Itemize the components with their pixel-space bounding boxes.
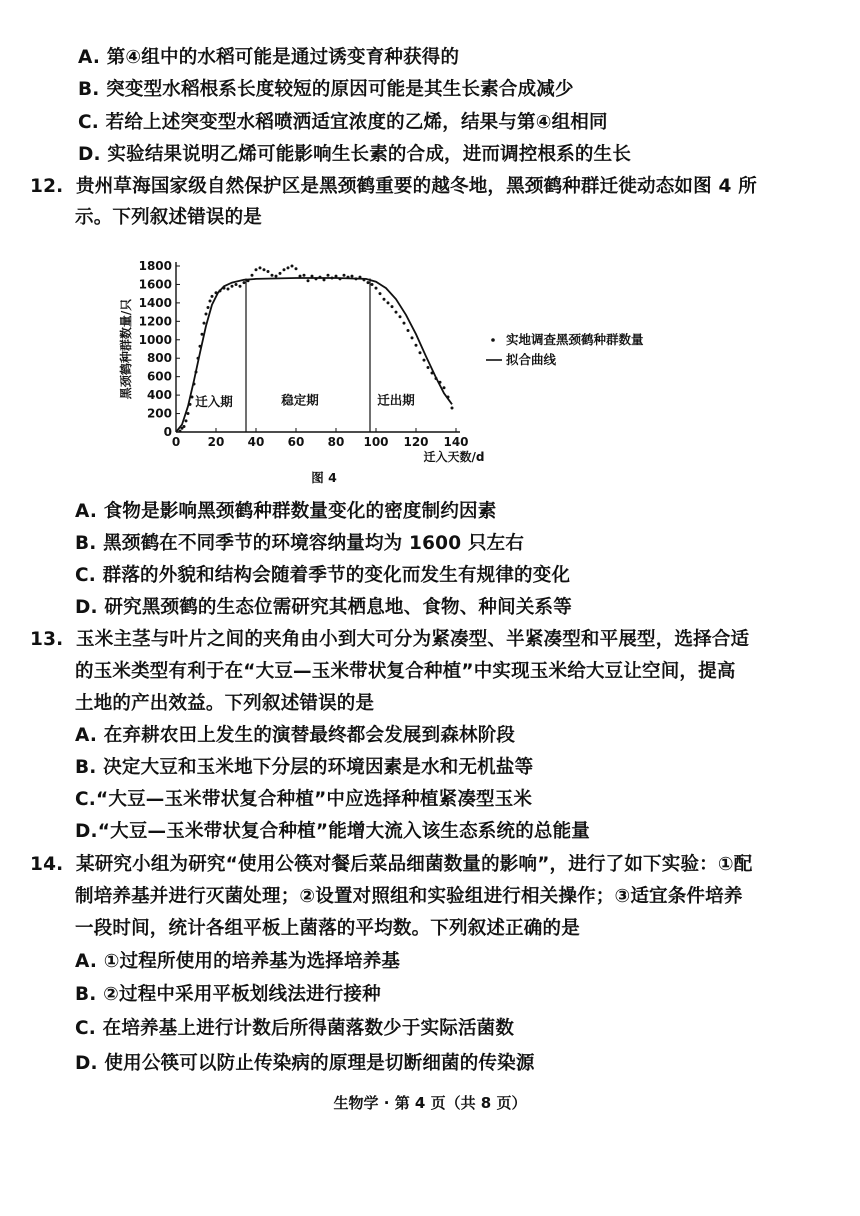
y-tick-label: 1200: [138, 314, 172, 329]
page-footer: 生物学 · 第 4 页（共 8 页）: [333, 1094, 527, 1112]
q12-option-c: C. 群落的外貌和结构会随着季节的变化而发生有规律的变化: [75, 565, 571, 586]
x-tick-label: 100: [363, 435, 389, 449]
phase-label: 迁入期: [195, 394, 233, 410]
q14-option-c: C. 在培养基上进行计数后所得菌落数少于实际活菌数: [75, 1018, 515, 1039]
survey-data-point: [419, 351, 422, 354]
q11-option-a: A. 第④组中的水稻可能是通过诱变育种获得的: [78, 47, 460, 68]
survey-data-point: [205, 312, 208, 315]
x-tick-label: 140: [443, 435, 469, 449]
phase-label: 迁出期: [377, 392, 415, 408]
y-tick-label: 400: [146, 388, 172, 403]
survey-data-point: [275, 275, 278, 278]
legend-label-scatter: 实地调查黑颈鹤种群数量: [506, 332, 644, 347]
figure-caption: 图 4: [311, 470, 337, 485]
q12-option-d: D. 研究黑颈鹤的生态位需研究其栖息地、食物、种间关系等: [75, 597, 572, 618]
phase-dividers: [195, 278, 415, 432]
y-tick-label: 0: [163, 425, 172, 439]
q14-stem-line2: 制培养基并进行灭菌处理；②设置对照组和实验组进行相关操作；③适宜条件培养: [75, 886, 743, 907]
survey-data-point: [391, 305, 394, 308]
survey-data-point: [295, 267, 298, 270]
y-axis-label: 黑颈鹤种群数量/只: [119, 298, 133, 400]
survey-data-point: [255, 268, 258, 271]
survey-data-point: [231, 285, 234, 288]
q13-stem-line3: 土地的产出效益。下列叙述错误的是: [75, 693, 375, 714]
population-chart: [110, 250, 730, 500]
survey-data-point: [303, 274, 306, 277]
survey-data-point: [239, 285, 242, 288]
q11-option-c: C. 若给上述突变型水稻喷洒适宜浓度的乙烯，结果与第④组相同: [78, 112, 608, 133]
y-tick-label: 800: [146, 351, 172, 366]
survey-data-point: [183, 425, 186, 428]
q13-option-d: D.“大豆—玉米带状复合种植”能增大流入该生态系统的总能量: [75, 821, 591, 842]
q11-option-d: D. 实验结果说明乙烯可能影响生长素的合成，进而调控根系的生长: [78, 144, 632, 165]
q14-number: 14.: [30, 854, 64, 875]
x-tick-label: 40: [247, 435, 265, 449]
q13-option-c: C.“大豆—玉米带状复合种植”中应选择种植紧凑型玉米: [75, 789, 533, 810]
survey-data-point: [287, 266, 290, 269]
survey-data-point: [211, 295, 214, 298]
q14-option-d: D. 使用公筷可以防止传染病的原理是切断细菌的传染源: [75, 1053, 535, 1074]
survey-data-point: [375, 287, 378, 290]
q13-option-b: B. 决定大豆和玉米地下分层的环境因素是水和无机盐等: [75, 757, 534, 778]
survey-data-point: [403, 322, 406, 325]
survey-data-point: [227, 288, 230, 291]
survey-data-point: [367, 281, 370, 284]
survey-data-point: [415, 344, 418, 347]
q12-stem-text-1: 贵州草海国家级自然保护区是黑颈鹤重要的越冬地，黑颈鹤种群迁徙动态如图 4 所: [76, 176, 757, 197]
q13-stem-text-1: 玉米主茎与叶片之间的夹角由小到大可分为紧凑型、半紧凑型和平展型，选择合适: [76, 629, 750, 650]
survey-data-point: [407, 329, 410, 332]
survey-data-point: [395, 311, 398, 314]
survey-data-point: [243, 281, 246, 284]
survey-data-point: [343, 274, 346, 277]
survey-data-point: [203, 322, 206, 325]
survey-data-point: [259, 266, 262, 269]
x-tick-label: 80: [327, 435, 345, 449]
survey-data-point: [307, 279, 310, 282]
survey-data-point: [387, 301, 390, 304]
q13-option-a: A. 在弃耕农田上发生的演替最终都会发展到森林阶段: [75, 725, 516, 746]
y-tick-label: 200: [146, 406, 172, 421]
survey-data-point: [209, 300, 212, 303]
survey-data-point: [279, 272, 282, 275]
q13-number: 13.: [30, 629, 64, 650]
survey-data-point: [251, 274, 254, 277]
survey-data-point: [423, 359, 426, 362]
y-tick-label: 1600: [138, 277, 172, 292]
survey-data-point: [291, 265, 294, 268]
x-tick-label: 0: [171, 435, 181, 449]
q12-stem-line2: 示。下列叙述错误的是: [75, 207, 263, 228]
q14-option-a: A. ①过程所使用的培养基为选择培养基: [75, 951, 401, 972]
legend-dot-marker: [491, 338, 495, 342]
survey-data-point: [427, 366, 430, 369]
q13-stem-line2: 的玉米类型有利于在“大豆—玉米带状复合种植”中实现玉米给大豆让空间，提高: [75, 661, 736, 682]
survey-data-point: [327, 274, 330, 277]
phase-label: 稳定期: [281, 392, 319, 408]
survey-data-point: [185, 419, 188, 422]
y-tick-label: 1400: [138, 295, 172, 310]
survey-data-point: [263, 268, 266, 271]
survey-data-point: [383, 298, 386, 301]
chart-legend: [486, 332, 644, 367]
q11-option-b: B. 突变型水稻根系长度较短的原因可能是其生长素合成减少: [78, 79, 574, 100]
x-tick-label: 20: [207, 435, 225, 449]
q12-number: 12.: [30, 176, 64, 197]
survey-data-point: [443, 386, 446, 389]
survey-data-point: [179, 430, 182, 433]
q14-stem-line1: [30, 853, 752, 877]
y-tick-label: 1000: [138, 332, 172, 347]
q14-option-b: B. ②过程中采用平板划线法进行接种: [75, 984, 381, 1005]
q12-option-b: B. 黑颈鹤在不同季节的环境容纳量均为 1600 只左右: [75, 533, 525, 554]
y-tick-label: 600: [146, 369, 172, 384]
survey-data-point: [451, 407, 454, 410]
survey-data-point: [187, 412, 190, 415]
survey-data-point: [271, 274, 274, 277]
survey-data-point: [351, 275, 354, 278]
survey-data-point: [371, 283, 374, 286]
x-axis-label: 迁入天数/d: [423, 450, 485, 464]
y-tick-label: 1800: [138, 259, 172, 273]
x-tick-label: 60: [287, 435, 305, 449]
q13-stem-line1: [30, 628, 749, 652]
legend-label-line: 拟合曲线: [506, 352, 557, 367]
q12-stem-line1: [30, 175, 757, 199]
survey-data-point: [235, 283, 238, 286]
survey-data-point: [207, 306, 210, 309]
survey-data-point: [283, 268, 286, 271]
survey-data-point: [379, 292, 382, 295]
survey-data-point: [411, 336, 414, 339]
q14-stem-text-1: 某研究小组为研究“使用公筷对餐后菜品细菌数量的影响”，进行了如下实验：①配: [76, 854, 753, 875]
q14-stem-line3: 一段时间，统计各组平板上菌落的平均数。下列叙述正确的是: [75, 918, 580, 939]
survey-data-point: [399, 315, 402, 318]
q12-option-a: A. 食物是影响黑颈鹤种群数量变化的密度制约因素: [75, 501, 497, 522]
figure-4: [110, 250, 730, 500]
survey-data-point: [267, 270, 270, 273]
chart-axes: [118, 259, 484, 485]
x-tick-label: 120: [403, 435, 429, 449]
